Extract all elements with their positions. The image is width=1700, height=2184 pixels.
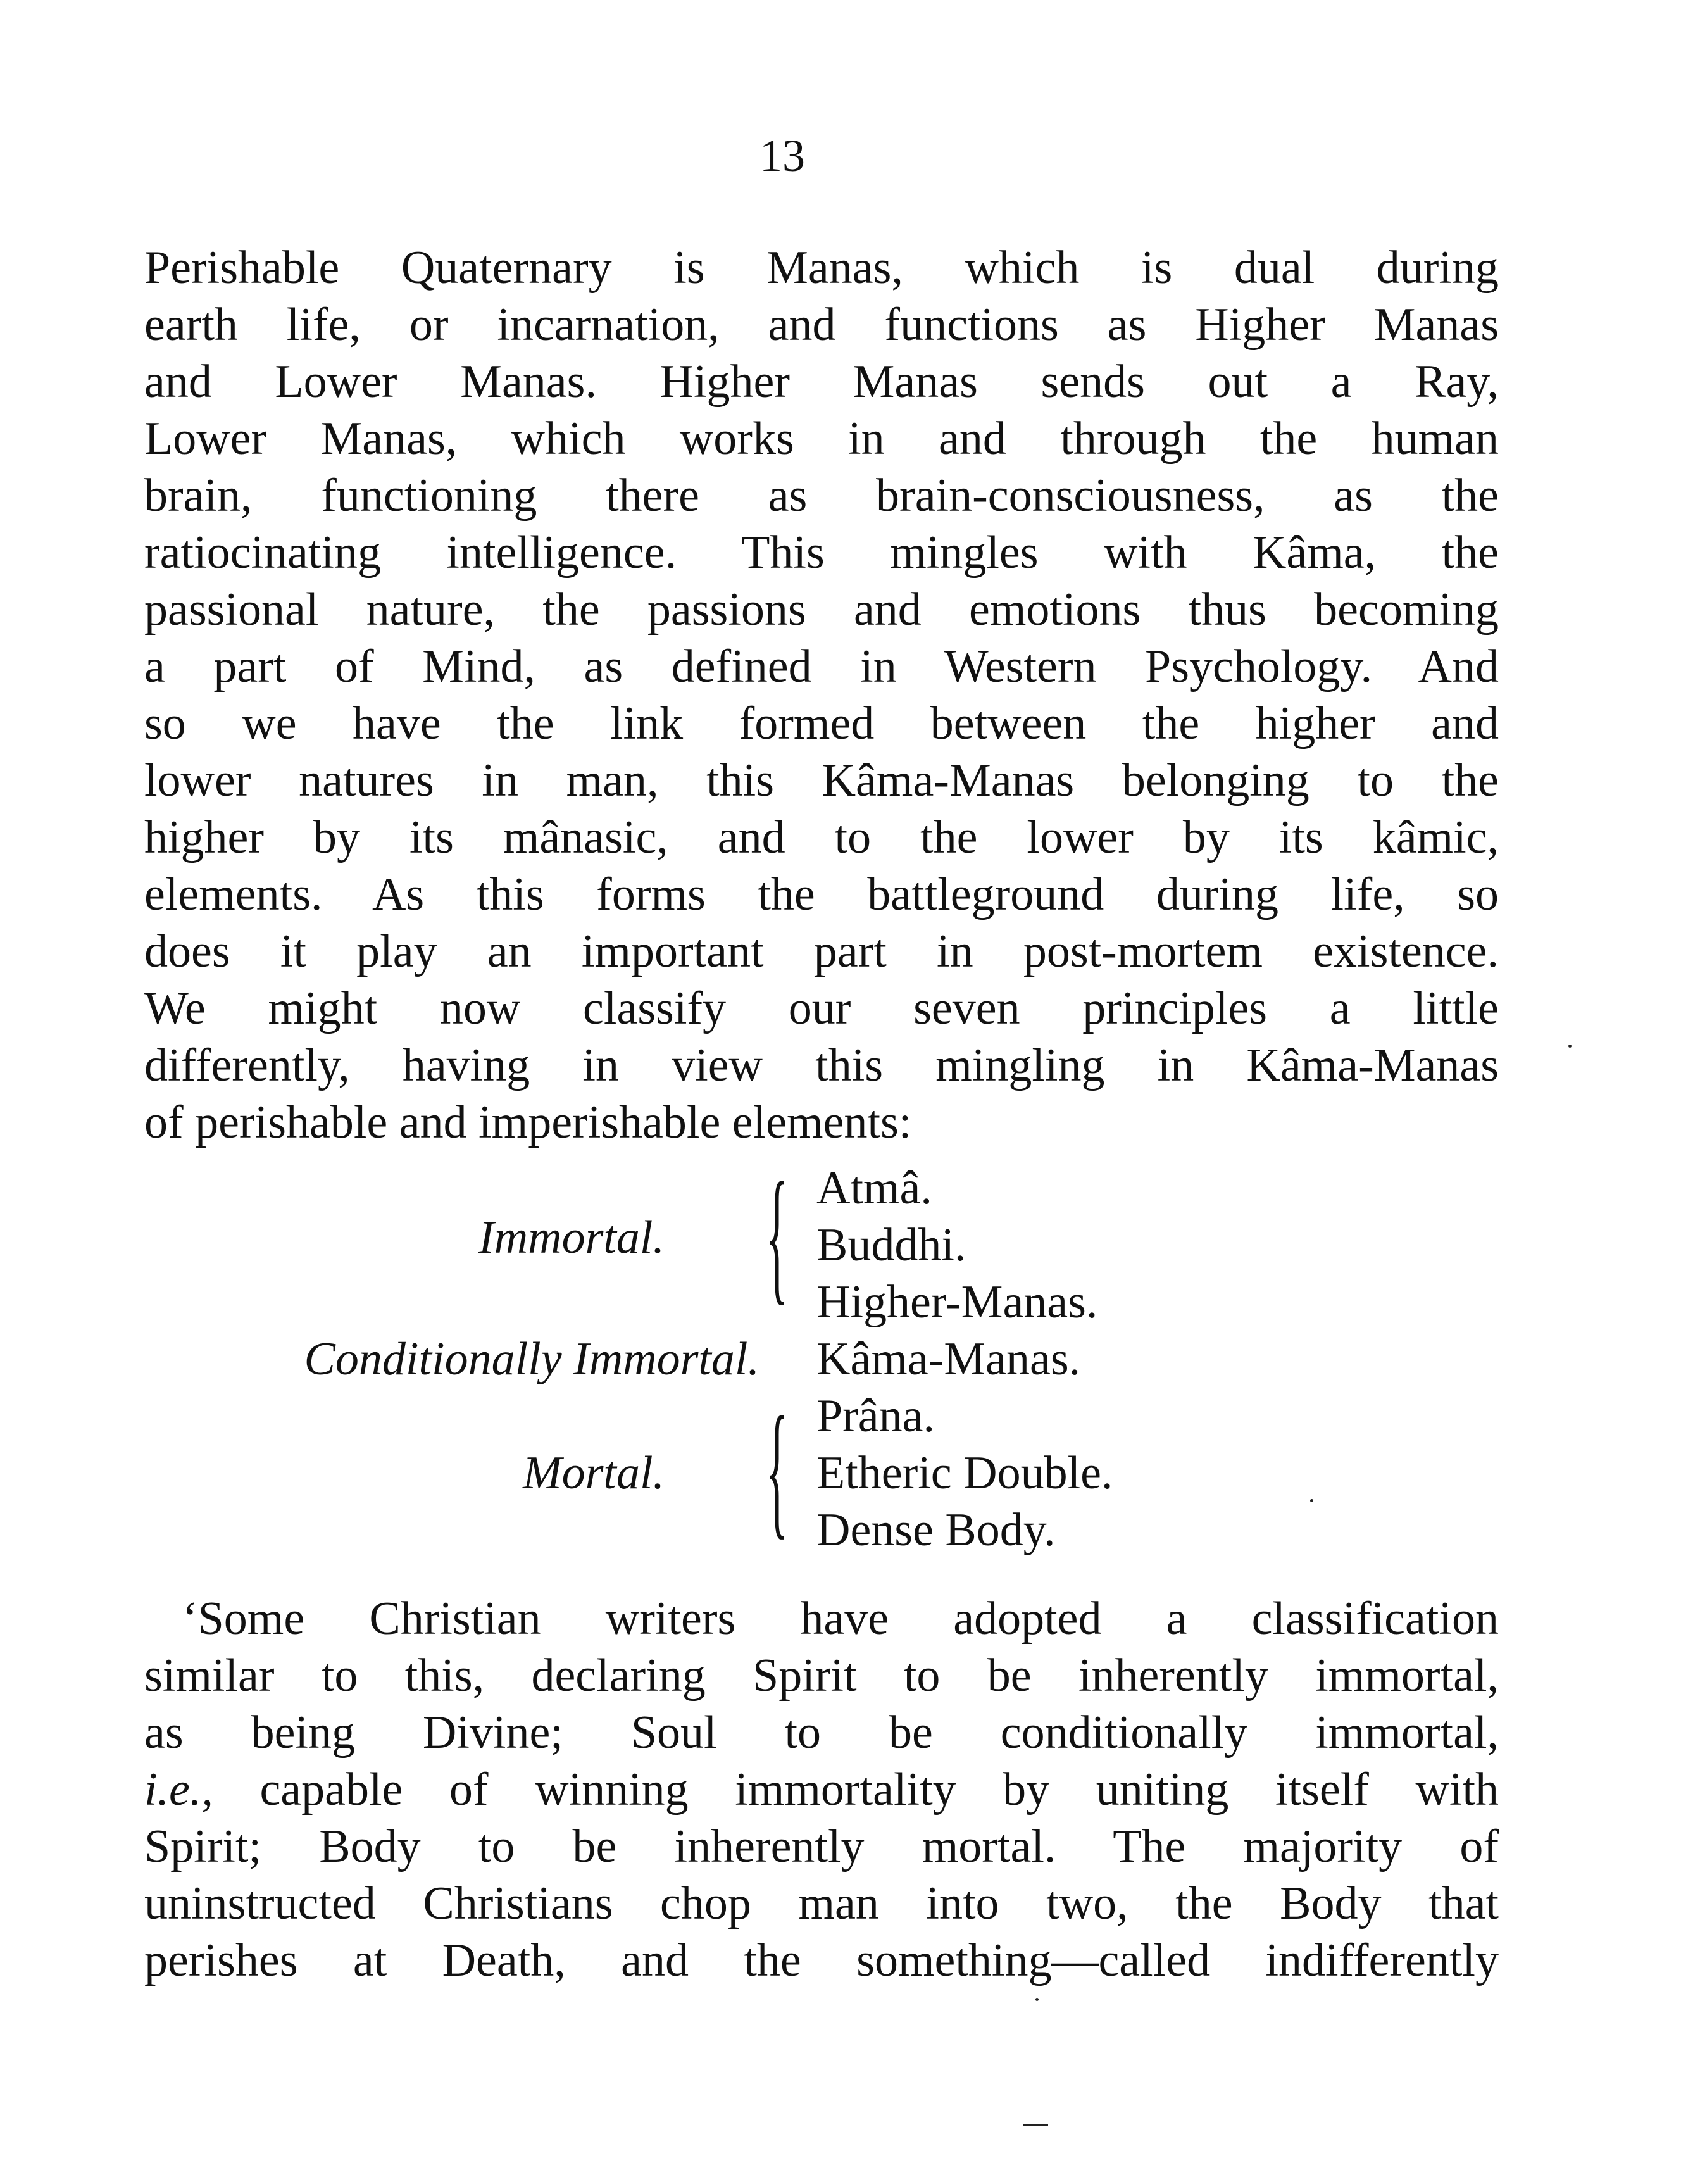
group-label-conditional: Conditionally Immortal.: [304, 1333, 759, 1385]
scan-speck: [1035, 1998, 1039, 2001]
scan-speck: [1568, 1045, 1572, 1048]
text-line: does it play an important part in post-mortem existence.: [144, 926, 1499, 977]
text-line: of perishable and imperishable elements:: [144, 1096, 912, 1148]
principle-item: Etheric Double.: [816, 1447, 1113, 1499]
principle-item: Prâna.: [816, 1390, 935, 1442]
text-line: uninstructed Christians chop man into two, the Body that: [144, 1878, 1499, 1930]
text-line: brain, functioning there as brain-consciousness, as the: [144, 470, 1499, 522]
text-line: ratiocinating intelligence. This mingles with Kâma, the: [144, 527, 1499, 579]
text-line: earth life, or incarnation, and functions as Higher Manas: [144, 299, 1499, 351]
scan-mark: [1023, 2124, 1048, 2126]
left-brace-icon: {: [766, 1388, 789, 1554]
principle-item: Atmâ.: [816, 1162, 932, 1214]
paragraph-1: [144, 239, 1499, 1151]
text-line: as being Divine; Soul to be conditionally immortal,: [144, 1707, 1499, 1759]
text-line: Perishable Quaternary is Manas, which is dual during: [144, 242, 1499, 294]
group-label-immortal: Immortal.: [478, 1212, 665, 1264]
text-line: We might now classify our seven principles a little: [144, 982, 1499, 1034]
text-segment: capable of winning immortality by uniting itself with: [213, 1764, 1499, 1816]
text-line: lower natures in man, this Kâma-Manas belonging to the: [144, 755, 1499, 806]
left-brace-icon: {: [766, 1153, 789, 1320]
abbreviation-ie: i.e.,: [144, 1764, 213, 1816]
text-line: [144, 1761, 1499, 1818]
text-line: differently, having in view this mingling in Kâma-Manas: [144, 1039, 1499, 1091]
text-line: ‘Some Christian writers have adopted a classification: [182, 1593, 1499, 1645]
text-line: similar to this, declaring Spirit to be inherently immortal,: [144, 1650, 1499, 1702]
text-line: a part of Mind, as defined in Western Psychology. And: [144, 641, 1499, 693]
text-line: higher by its mânasic, and to the lower by its kâmic,: [144, 812, 1499, 863]
text-line: Lower Manas, which works in and through the human: [144, 413, 1499, 465]
page-number: 13: [759, 130, 805, 181]
principle-item: Dense Body.: [816, 1504, 1056, 1556]
text-line: and Lower Manas. Higher Manas sends out a Ray,: [144, 356, 1499, 408]
group-label-mortal: Mortal.: [522, 1447, 665, 1499]
text-line: Spirit; Body to be inherently mortal. The majority of: [144, 1821, 1499, 1873]
text-line: perishes at Death, and the something—called indifferently: [144, 1935, 1499, 1986]
principle-item: Buddhi.: [816, 1219, 966, 1271]
text-line: elements. As this forms the battleground during life, so: [144, 869, 1499, 920]
text-line: so we have the link formed between the higher and: [144, 698, 1499, 750]
scan-speck: [1310, 1499, 1313, 1502]
paragraph-2: [144, 1590, 1499, 1989]
principle-item: Kâma-Manas.: [816, 1333, 1081, 1385]
text-line: passional nature, the passions and emotions thus becoming: [144, 584, 1499, 636]
principle-item: Higher-Manas.: [816, 1276, 1098, 1328]
